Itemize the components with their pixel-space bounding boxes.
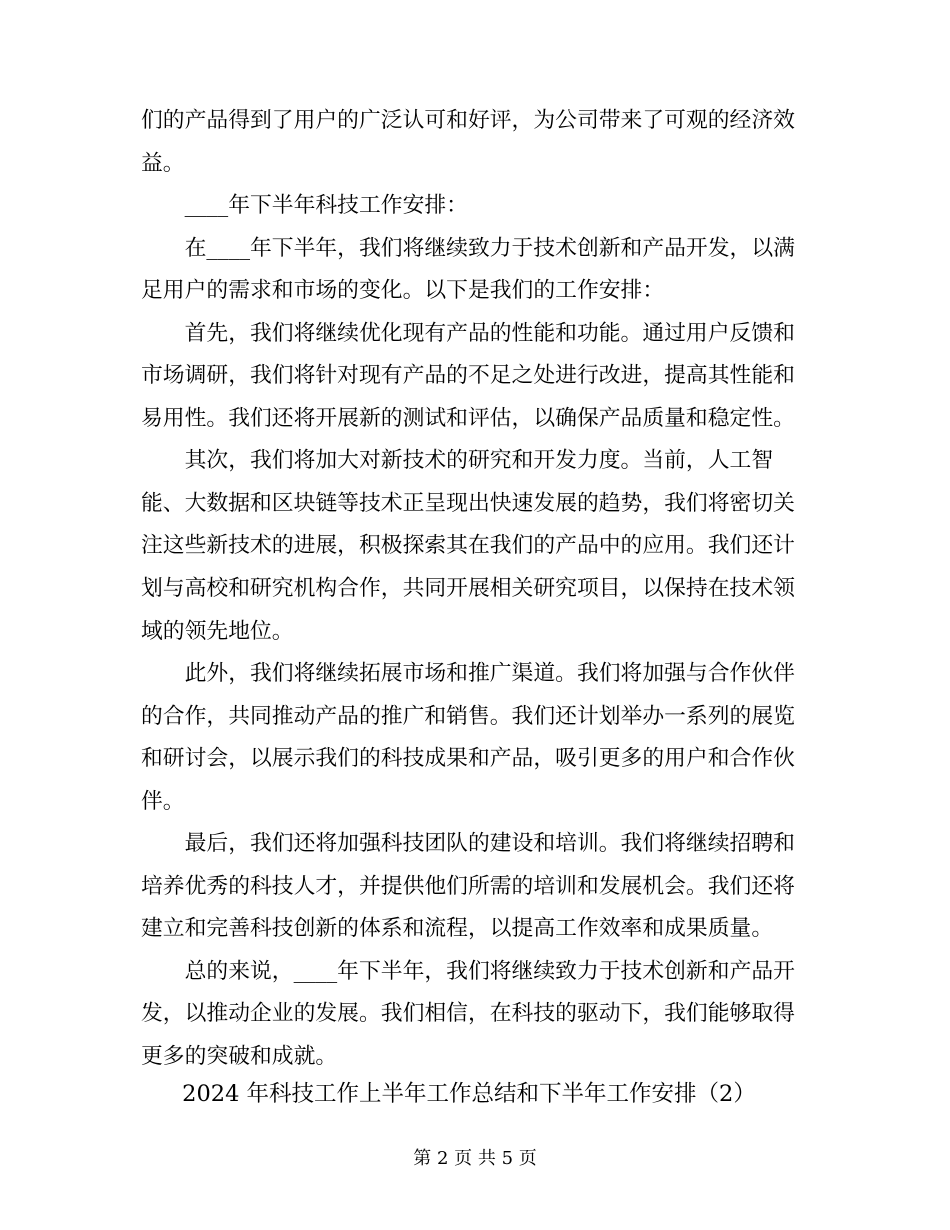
paragraph bbox=[141, 313, 811, 441]
paragraph bbox=[141, 228, 811, 313]
body-line: 益。 bbox=[141, 150, 185, 176]
paragraph bbox=[141, 951, 811, 1079]
paragraph bbox=[141, 440, 811, 653]
body-line: ____年下半年科技工作安排： bbox=[184, 193, 468, 219]
body-line: 注这些新技术的进展，积极探索其在我们的产品中的应用。我们还计 bbox=[141, 533, 795, 559]
body-line: 能、大数据和区块链等技术正呈现出快速发展的趋势，我们将密切关 bbox=[141, 490, 795, 516]
body-line: 和研讨会，以展示我们的科技成果和产品，吸引更多的用户和合作伙 bbox=[141, 746, 795, 772]
body-line: 其次，我们将加大对新技术的研究和开发力度。当前，人工智 bbox=[184, 448, 774, 474]
body-line: 首先，我们将继续优化现有产品的性能和功能。通过用户反馈和 bbox=[184, 320, 795, 346]
body-line: 们的产品得到了用户的广泛认可和好评，为公司带来了可观的经济效 bbox=[141, 108, 795, 133]
body-line: 易用性。我们还将开展新的测试和评估，以确保产品质量和稳定性。 bbox=[141, 405, 795, 431]
body-line: 划与高校和研究机构合作，共同开展相关研究项目，以保持在技术领 bbox=[141, 576, 795, 602]
body-line: 建立和完善科技创新的体系和流程，以提高工作效率和成果质量。 bbox=[141, 916, 774, 942]
section-title: 2024 年科技工作上半年工作总结和下半年工作安排（2） bbox=[182, 1081, 756, 1107]
body-line: 在____年下半年，我们将继续致力于技术创新和产品开发，以满 bbox=[184, 235, 795, 261]
body-line: 足用户的需求和市场的变化。以下是我们的工作安排： bbox=[141, 278, 665, 304]
body-line: 更多的突破和成就。 bbox=[141, 1044, 338, 1070]
body-line: 域的领先地位。 bbox=[141, 618, 294, 644]
body-line: 总的来说，____年下半年，我们将继续致力于技术创新和产品开 bbox=[184, 958, 795, 984]
body-line: 伴。 bbox=[141, 788, 185, 814]
page-number: 第 2 页 共 5 页 bbox=[413, 1148, 537, 1169]
paragraph bbox=[141, 653, 811, 823]
paragraph bbox=[141, 823, 811, 951]
body-line: 此外，我们将继续拓展市场和推广渠道。我们将加强与合作伙伴 bbox=[184, 661, 795, 687]
body-line: 发，以推动企业的发展。我们相信，在科技的驱动下，我们能够取得 bbox=[141, 1001, 795, 1027]
document-body bbox=[141, 100, 811, 1079]
body-line: 最后，我们还将加强科技团队的建设和培训。我们将继续招聘和 bbox=[184, 831, 795, 857]
body-line: 培养优秀的科技人才，并提供他们所需的培训和发展机会。我们还将 bbox=[141, 873, 795, 899]
body-line: 的合作，共同推动产品的推广和销售。我们还计划举办一系列的展览 bbox=[141, 703, 795, 729]
paragraph-continued bbox=[141, 100, 811, 185]
paragraph-subheading bbox=[141, 185, 811, 228]
body-line: 市场调研，我们将针对现有产品的不足之处进行改进，提高其性能和 bbox=[141, 363, 795, 389]
